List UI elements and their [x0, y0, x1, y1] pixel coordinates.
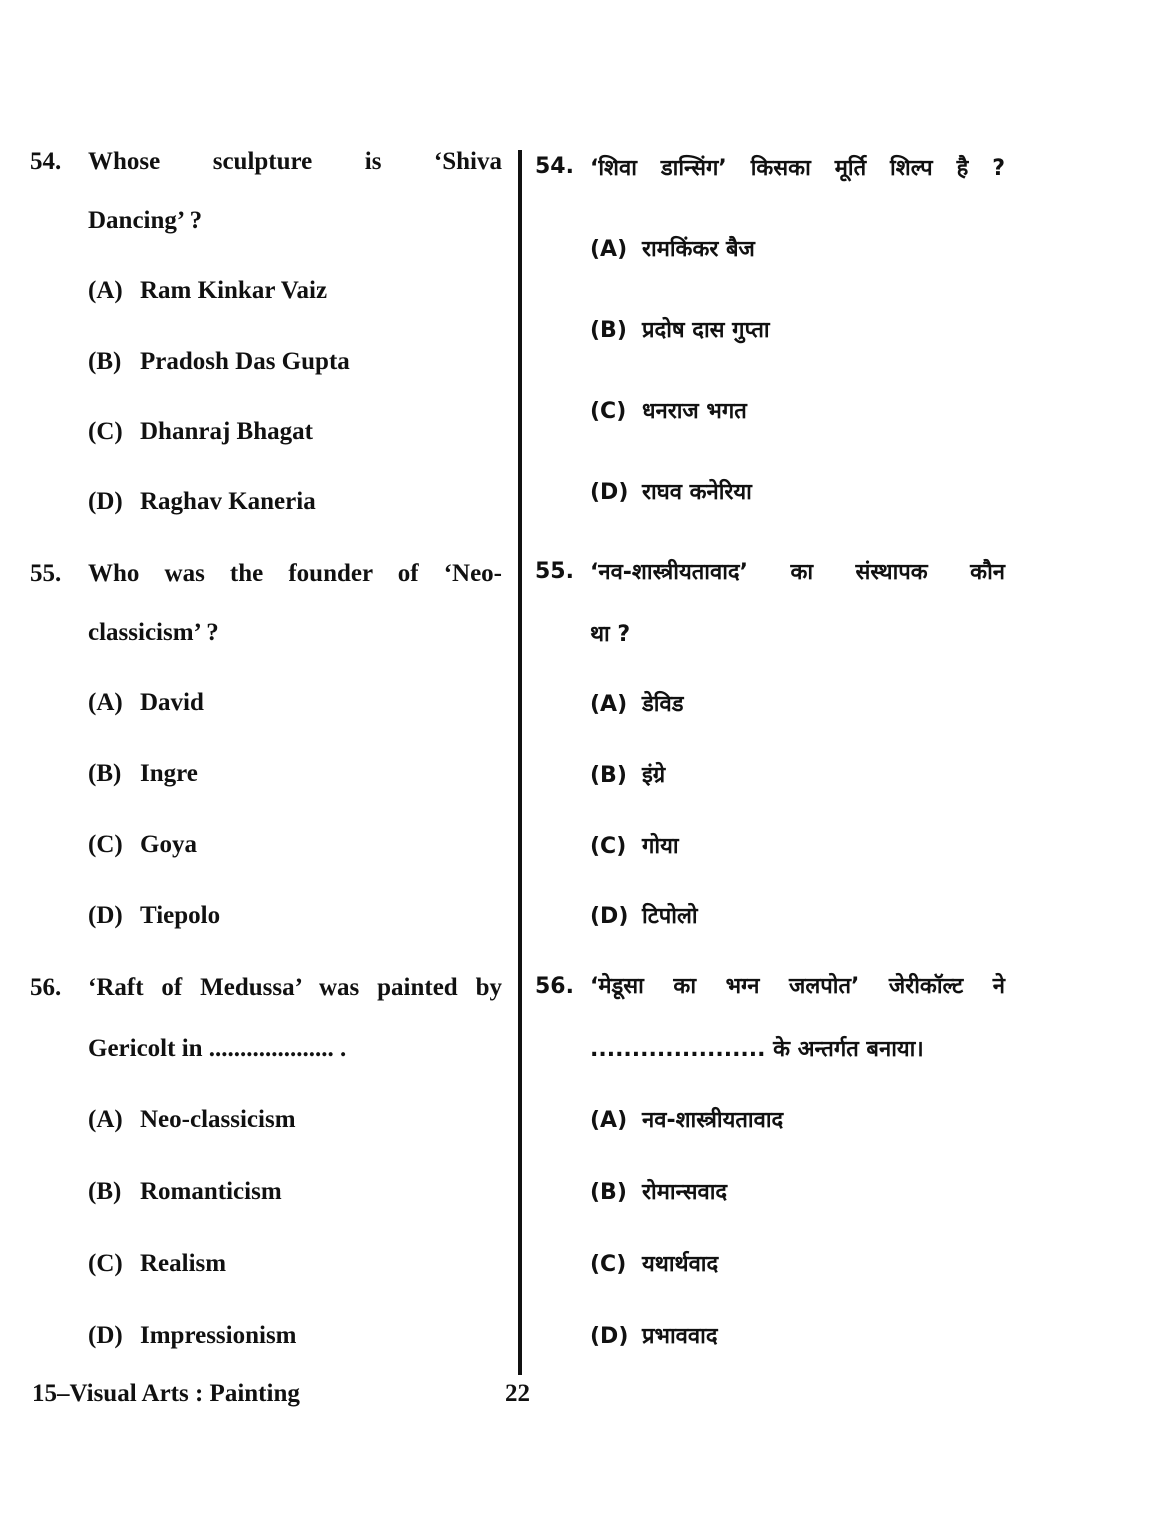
option-label: (B)	[88, 1178, 122, 1205]
option-text: इंग्रे	[642, 763, 666, 788]
option-label: (D)	[590, 480, 629, 505]
option-label: (C)	[88, 1250, 123, 1277]
option-b	[590, 314, 770, 344]
option-text: Pradosh Das Gupta	[140, 348, 350, 375]
option-text: Impressionism	[140, 1322, 297, 1349]
option-label: (C)	[590, 1252, 627, 1277]
option-text: डेविड	[642, 692, 684, 717]
option-label: (C)	[590, 399, 627, 424]
option-c	[88, 831, 197, 859]
question-number: 55.	[535, 559, 574, 584]
question-text-line2: Dancing’ ?	[88, 207, 203, 234]
question-text-line1: Who was the founder of ‘Neo-	[88, 560, 502, 587]
question-text-line1: ‘मेडूसा का भग्न जलपोत’ जेरीकॉल्ट ने	[590, 974, 1005, 999]
option-c	[590, 1248, 718, 1278]
question-text-line2: Gericolt in .................... .	[88, 1035, 347, 1062]
option-label: (D)	[590, 1324, 629, 1349]
option-text: राघव कनेरिया	[642, 480, 752, 505]
option-label: (B)	[590, 1180, 627, 1205]
option-label: (A)	[88, 1106, 123, 1133]
question-text-line1: ‘शिवा डान्सिंग’ किसका मूर्ति शिल्प है ?	[590, 156, 1005, 181]
option-text: Ingre	[140, 760, 198, 787]
footer-subject: 15–Visual Arts : Painting	[32, 1380, 300, 1407]
option-text: धनराज भगत	[642, 399, 747, 424]
option-label: (A)	[88, 689, 123, 716]
question-number: 56.	[30, 974, 62, 1001]
option-d	[590, 1320, 718, 1350]
page-number: 22	[505, 1380, 530, 1407]
option-text: नव-शास्त्रीयतावाद	[642, 1108, 784, 1133]
question-text-line1: ‘Raft of Medussa’ was painted by	[88, 974, 502, 1001]
option-d	[88, 1322, 297, 1350]
option-b	[590, 1176, 727, 1206]
option-text: Dhanraj Bhagat	[140, 418, 313, 445]
option-text: Tiepolo	[140, 902, 221, 929]
option-b	[88, 760, 198, 788]
option-d	[88, 902, 220, 930]
option-label: (C)	[88, 831, 123, 858]
option-text: प्रभाववाद	[642, 1324, 718, 1349]
option-d	[88, 488, 316, 516]
question-text-line2: था ?	[590, 622, 631, 647]
option-a	[88, 689, 204, 717]
option-a	[590, 688, 683, 718]
option-text: गोया	[642, 834, 679, 859]
option-text: यथार्थवाद	[642, 1252, 719, 1277]
option-d	[590, 900, 698, 930]
option-text: प्रदोष दास गुप्ता	[642, 318, 770, 343]
question-text-line2: ..................... के अन्तर्गत बनाया।	[590, 1037, 924, 1062]
option-label: (B)	[590, 318, 627, 343]
option-c	[88, 418, 313, 446]
option-label: (C)	[88, 418, 123, 445]
option-text: टिपोलो	[642, 904, 698, 929]
option-d	[590, 476, 752, 506]
option-c	[590, 395, 747, 425]
option-text: Realism	[140, 1250, 227, 1277]
option-label: (B)	[88, 348, 122, 375]
column-divider	[518, 150, 522, 1375]
option-label: (A)	[88, 277, 123, 304]
option-text: रोमान्सवाद	[642, 1180, 728, 1205]
question-text-line1: ‘नव-शास्त्रीयतावाद’ का संस्थापक कौन	[590, 560, 1005, 585]
option-b	[88, 1178, 282, 1206]
option-text: Ram Kinkar Vaiz	[140, 277, 328, 304]
option-text: David	[140, 689, 204, 716]
option-b	[88, 348, 350, 376]
option-text: रामकिंकर बैज	[642, 237, 755, 262]
question-number: 55.	[30, 560, 62, 587]
option-label: (A)	[590, 1108, 628, 1133]
option-a	[590, 233, 755, 263]
option-a	[88, 1106, 296, 1134]
option-label: (D)	[88, 902, 123, 929]
option-label: (B)	[88, 760, 122, 787]
option-text: Romanticism	[140, 1178, 282, 1205]
option-label: (D)	[88, 1322, 123, 1349]
option-a	[590, 1104, 783, 1134]
option-b	[590, 759, 665, 789]
question-number: 54.	[535, 154, 574, 179]
option-label: (B)	[590, 763, 627, 788]
option-c	[88, 1250, 226, 1278]
question-text-line1: Whose sculpture is ‘Shiva	[88, 148, 502, 175]
option-label: (C)	[590, 834, 627, 859]
option-text: Goya	[140, 831, 197, 858]
option-label: (A)	[590, 237, 628, 262]
question-number: 56.	[535, 974, 574, 999]
option-a	[88, 277, 327, 305]
question-number: 54.	[30, 148, 62, 175]
option-label: (D)	[88, 488, 123, 515]
option-label: (A)	[590, 692, 628, 717]
option-text: Raghav Kaneria	[140, 488, 316, 515]
question-text-line2: classicism’ ?	[88, 619, 219, 646]
option-c	[590, 830, 679, 860]
option-label: (D)	[590, 904, 629, 929]
option-text: Neo-classicism	[140, 1106, 296, 1133]
